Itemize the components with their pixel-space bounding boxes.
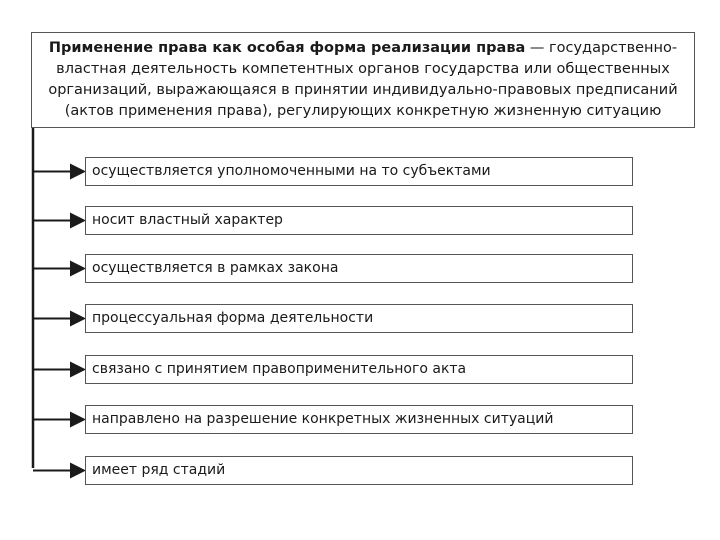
definition-term: Применение права как особая форма реализации права: [48, 40, 526, 56]
feature-text-2: носит властный характер: [92, 212, 283, 228]
feature-text-6: направлено на разрешение конкретных жизненных ситуаций: [92, 411, 554, 427]
feature-box-1: [85, 157, 633, 186]
feature-text-4: процессуальная форма деятельности: [92, 310, 374, 326]
feature-box-2: [85, 206, 633, 235]
feature-box-3: [85, 254, 633, 283]
feature-box-6: [85, 405, 633, 434]
feature-text-3: осуществляется в рамках закона: [92, 260, 339, 276]
feature-text-5: связано с принятием правоприменительного акта: [92, 361, 467, 377]
definition-body: — государственно-властная деятельность компетентных органов государства или общественных организаций, выражающаяся в принятии индивидуально-правовых предписаний (актов применения права), регулирующих конкретную жизненную ситуацию: [48, 40, 678, 119]
feature-box-5: [85, 355, 633, 384]
feature-box-4: [85, 304, 633, 333]
feature-text-7: имеет ряд стадий: [92, 462, 226, 478]
feature-box-7: [85, 456, 633, 485]
feature-text-1: осуществляется уполномоченными на то субъектами: [92, 163, 491, 179]
